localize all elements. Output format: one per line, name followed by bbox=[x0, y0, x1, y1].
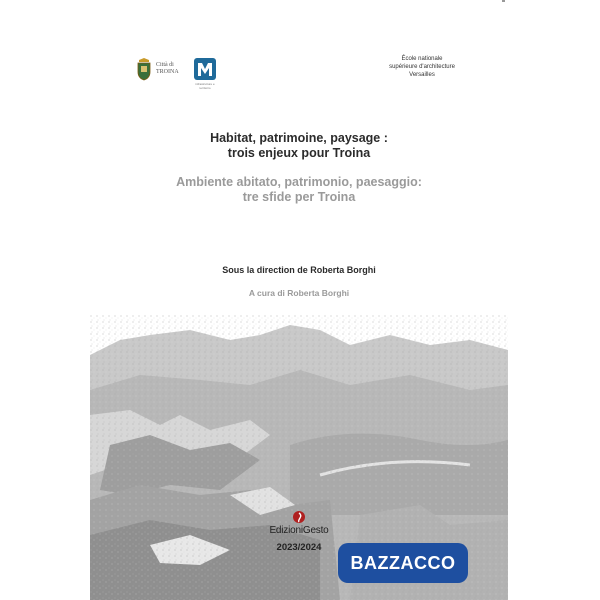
publication-year: 2023/2024 bbox=[276, 542, 322, 553]
m-logo-icon bbox=[194, 58, 216, 84]
title-fr-line-2: trois enjeux pour Troina bbox=[227, 146, 371, 160]
publisher-name-part-1: Edizioni bbox=[269, 525, 303, 536]
school-line-1: École nationale bbox=[401, 56, 443, 62]
school-name bbox=[362, 55, 482, 79]
school-line-3: Versailles bbox=[409, 72, 435, 78]
title-it-line-1: Ambiente abitato, patrimonio, paesaggio: bbox=[176, 175, 422, 189]
m-logo-caption: infrastrutture e territorio bbox=[195, 82, 215, 90]
coat-of-arms-icon bbox=[136, 57, 152, 81]
city-of-troina-logo bbox=[136, 57, 179, 81]
publisher-name bbox=[90, 525, 508, 536]
publisher-logo-icon bbox=[292, 510, 306, 524]
corner-mark bbox=[502, 0, 505, 2]
book-cover bbox=[90, 0, 508, 600]
title-it-line-2: tre sfide per Troina bbox=[242, 190, 356, 204]
city-name bbox=[156, 62, 179, 76]
title-italian bbox=[90, 175, 508, 205]
title-french bbox=[90, 131, 508, 161]
editor-french: Sous la direction de Roberta Borghi bbox=[222, 265, 376, 275]
title-fr-line-1: Habitat, patrimoine, paysage : bbox=[210, 131, 388, 145]
publisher-name-part-2: Gesto bbox=[302, 525, 329, 536]
bazzacco-badge: BAZZACCO bbox=[338, 543, 468, 583]
editor-italian: A cura di Roberta Borghi bbox=[248, 288, 350, 298]
city-line-2: TROINA bbox=[156, 69, 179, 75]
school-line-2: supérieure d'architecture bbox=[389, 64, 455, 70]
city-line-1: Città di bbox=[156, 62, 174, 68]
